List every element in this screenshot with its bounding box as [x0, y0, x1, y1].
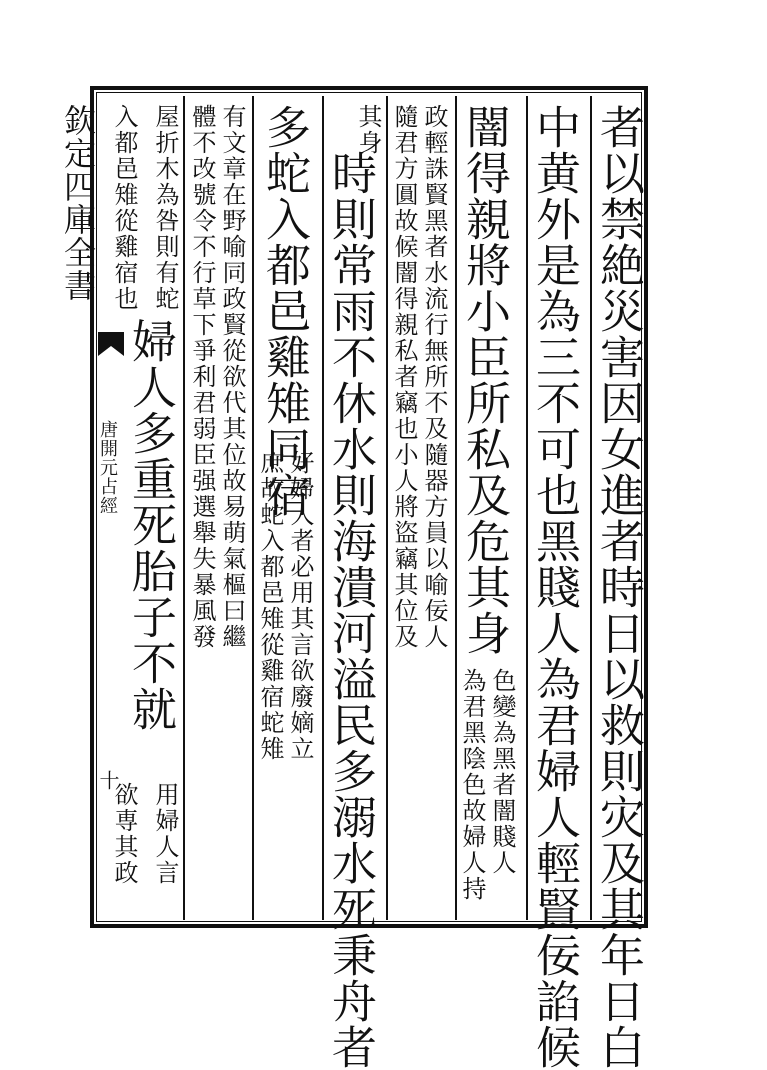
annotation-column: 政輕誅賢黑者水流行無所不及隨器方員以喻佞人: [420, 104, 448, 650]
annotation-column: 其身: [354, 104, 382, 156]
book-title: 欽定四庫全書: [59, 104, 97, 302]
annotation-column: 好婦人者必用其言欲廢嫡立: [286, 450, 314, 762]
column-rule: [183, 96, 185, 920]
text-column: 中黄外是為三不可也黑賤人為君婦人輕賢佞諂候: [528, 104, 581, 1070]
annotation-column: 隨君方圓故候闇得親私者竊也小人將盜竊其位及: [390, 104, 418, 650]
annotation-column: 用婦人言: [151, 782, 179, 886]
text-column: 者以禁絶災害因女進者時日以救則灾及其年日白: [592, 104, 645, 1070]
text-column: 多蛇入都邑雞雉同宿: [258, 104, 311, 518]
column-rule: [252, 96, 254, 920]
text-column: 婦人多重死胎子不就: [124, 318, 177, 732]
chapter-title: 唐開元占經: [97, 420, 118, 515]
annotation-column: 庶故蛇入都邑雉從雞宿蛇雉: [256, 450, 284, 762]
column-rule: [386, 96, 388, 920]
page-number: 十: [96, 770, 120, 790]
annotation-column: 入都邑雉從雞宿也: [110, 104, 138, 312]
annotation-column: 為君黑陰色故婦人持: [458, 668, 486, 902]
column-rule: [455, 96, 457, 920]
annotation-column: 有文章在野喻同政賢從欲代其位故易萌氣樞曰繼: [218, 104, 246, 650]
text-column: 時則常雨不休水則海潰河溢民多溺水死秉舟者: [324, 150, 377, 1070]
annotation-column: 屋折木為咎則有蛇: [151, 104, 179, 312]
annotation-column: 色變為黑者闇賤人: [488, 668, 516, 876]
fishtail-mark-icon: [96, 330, 126, 358]
annotation-column: 欲専其政: [110, 782, 138, 886]
annotation-column: 體不改號令不行草下爭利君弱臣强選舉失暴風發: [188, 104, 216, 650]
text-column: 闇得親將小臣所私及危其身: [458, 104, 511, 656]
